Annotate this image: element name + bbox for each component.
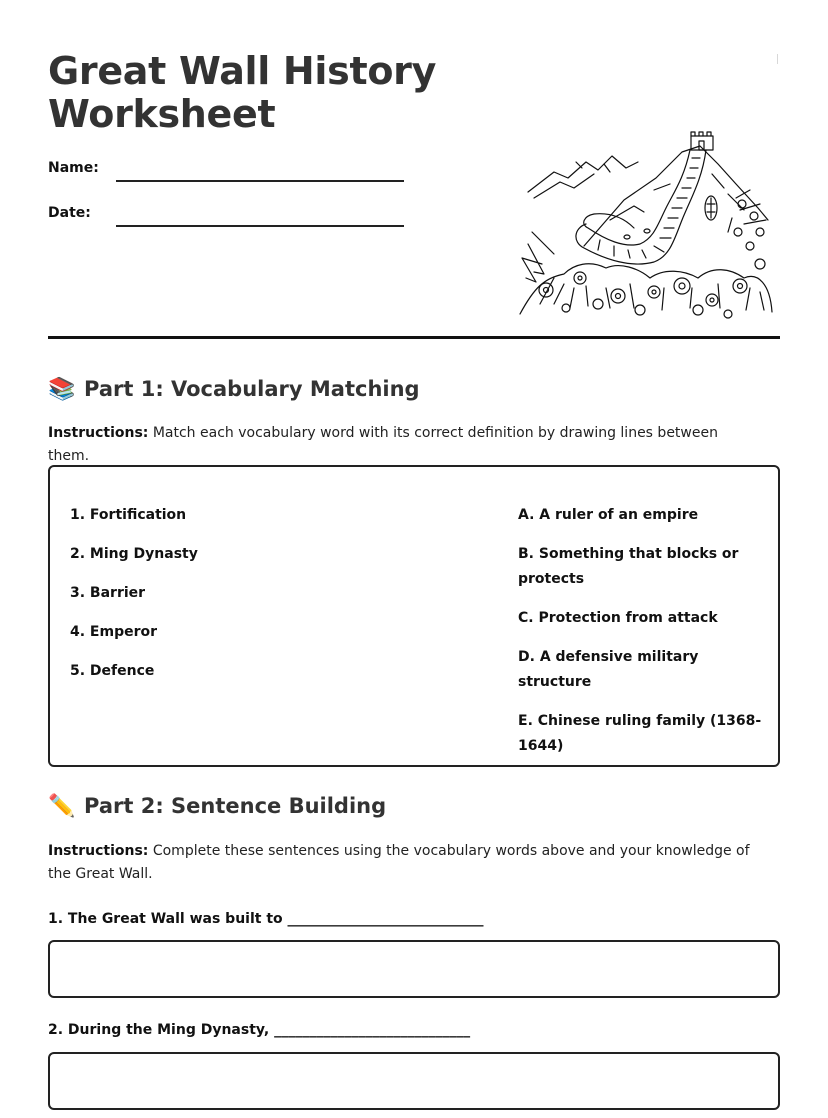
vocabulary-term[interactable]: 1. Fortification [70,507,187,523]
part2-heading-text: Part 2: Sentence Building [84,794,387,818]
definition-item[interactable]: C. Protection from attack [518,610,718,626]
header-divider [48,336,780,339]
part1-instructions [48,422,758,468]
definition-item[interactable]: E. Chinese ruling family (1368-1644) [518,713,762,754]
answer-box-1[interactable] [48,940,780,998]
books-icon: 📚 [48,377,76,402]
part2-instructions-label: Instructions: [48,843,149,859]
definition-item[interactable]: B. Something that blocks or protects [518,546,739,587]
date-write-line[interactable] [116,225,404,227]
name-field[interactable] [48,160,408,186]
sentence-prompt-1: 1. The Great Wall was built to ____________________________ [48,911,484,927]
date-field[interactable] [48,205,408,231]
definition-item[interactable]: A. A ruler of an empire [518,507,699,523]
definition-item[interactable]: D. A defensive military structure [518,649,699,690]
part2-instructions [48,840,758,886]
date-label: Date: [48,205,91,221]
part2-instructions-text: Complete these sentences using the vocabulary words above and your knowledge of the Great Wall. [48,843,750,882]
part1-heading-text: Part 1: Vocabulary Matching [84,377,420,401]
corner-mark [777,54,778,64]
part1-instructions-text: Match each vocabulary word with its correct definition by drawing lines between them. [48,425,718,464]
vocabulary-matching-box [48,465,780,767]
vocabulary-term[interactable]: 4. Emperor [70,624,158,640]
part1-heading [48,376,420,403]
vocabulary-terms-list [70,503,450,698]
vocabulary-term[interactable]: 2. Ming Dynasty [70,546,198,562]
answer-box-2[interactable] [48,1052,780,1110]
worksheet-title: Great Wall History Worksheet [48,49,437,136]
worksheet-page [48,0,780,1118]
part2-heading [48,793,386,820]
vocabulary-term[interactable]: 3. Barrier [70,585,146,601]
definitions-list [518,503,768,773]
great-wall-illustration-icon [514,128,776,320]
sentence-prompt-2: 2. During the Ming Dynasty, ____________________________ [48,1022,471,1038]
name-label: Name: [48,160,99,176]
name-write-line[interactable] [116,180,404,182]
pencil-icon: ✏️ [48,794,76,819]
vocabulary-term[interactable]: 5. Defence [70,663,155,679]
part1-instructions-label: Instructions: [48,425,149,441]
